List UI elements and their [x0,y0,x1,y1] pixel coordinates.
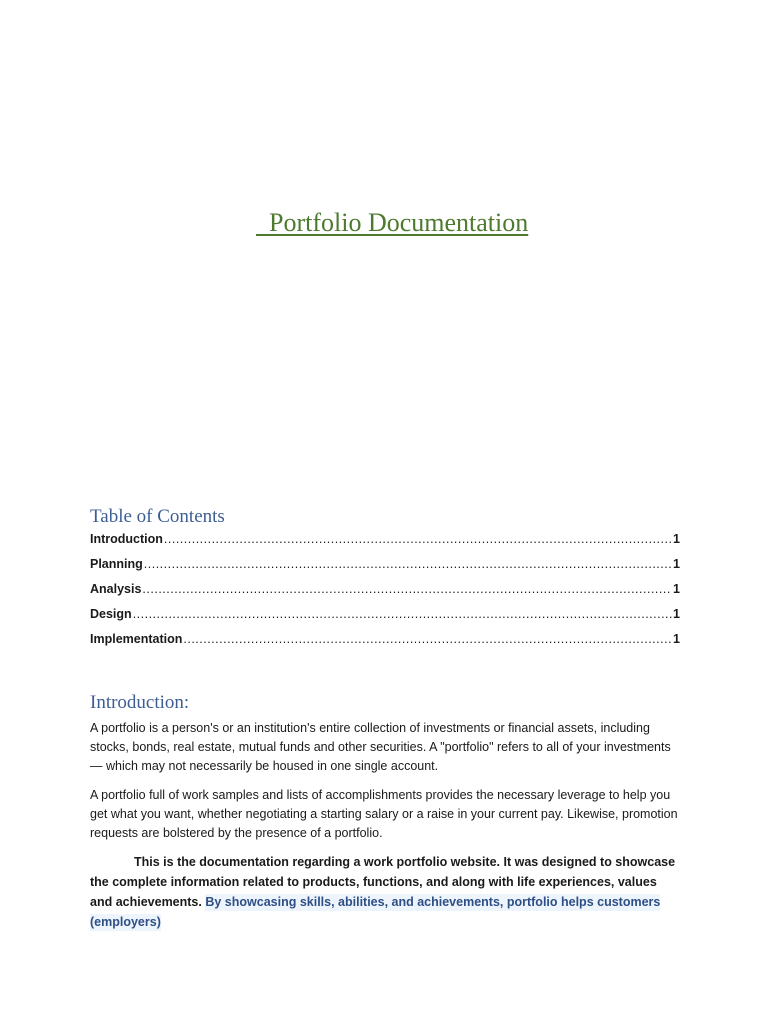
toc-entry-page: 1 [673,632,680,646]
introduction-paragraph-3 [90,852,680,932]
toc-entry-page: 1 [673,582,680,596]
toc-entry-page: 1 [673,607,680,621]
toc-entry-label: Design [90,607,132,621]
toc-entry-page: 1 [673,557,680,571]
toc-dot-leader [142,582,672,596]
toc-entry-planning[interactable] [90,557,680,582]
document-title: Portfolio Documentation [256,208,529,237]
highlighted-sentence: By showcasing skills, abilities, and achievements, portfolio helps customers (employers) [90,895,661,929]
toc-dot-leader [183,632,672,646]
toc-entry-label: Analysis [90,582,142,596]
toc-dot-leader [133,607,672,621]
toc-entry-label: Planning [90,557,143,571]
toc-dot-leader [144,557,672,571]
toc-dot-leader [164,532,672,546]
toc-entry-implementation[interactable] [90,632,680,657]
toc-entry-design[interactable] [90,607,680,632]
table-of-contents [90,532,680,657]
toc-heading: Table of Contents [90,506,225,527]
introduction-heading: Introduction: [90,692,190,713]
introduction-paragraph-2: A portfolio full of work samples and lists of accomplishments provides the necessary leverage to help you get what you want, whether negotiating a starting salary or a raise in your current pay. Likewise, promotion requests are bolstered by the presence of a portfolio. [90,788,678,840]
toc-entry-label: Introduction [90,532,163,546]
toc-entry-page: 1 [673,532,680,546]
toc-entry-introduction[interactable] [90,532,680,557]
toc-entry-analysis[interactable] [90,582,680,607]
toc-entry-label: Implementation [90,632,183,646]
paragraph-3-main-text: This is the documentation regarding a work portfolio website. It was designed to showcase the complete information related to products, functions, and along with life experiences, values and achievements. [90,855,676,909]
introduction-paragraph-1: A portfolio is a person's or an institution's entire collection of investments or financial assets, including stocks, bonds, real estate, mutual funds and other securities. A "portfolio" refers to all of your investments — which may not necessarily be housed in one single account. [90,721,671,773]
